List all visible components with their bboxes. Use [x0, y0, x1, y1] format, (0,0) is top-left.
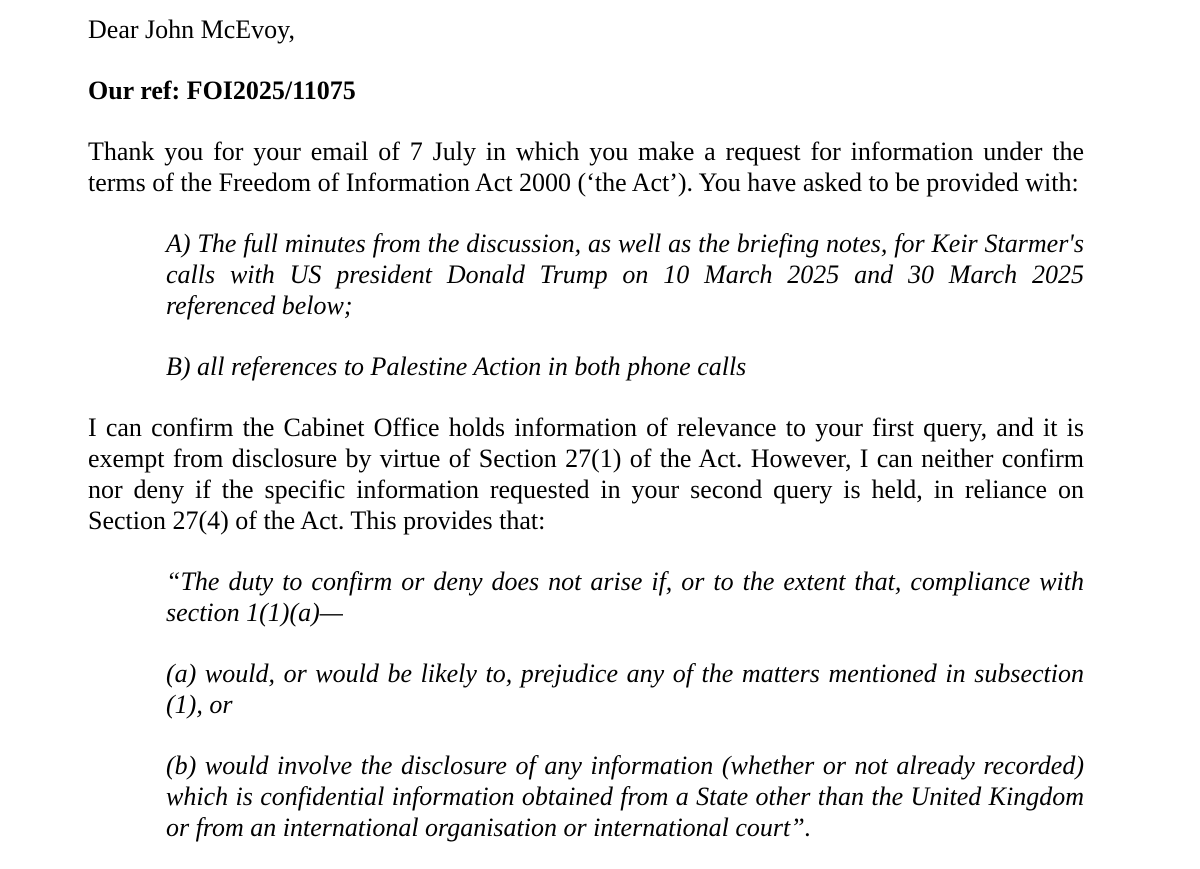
statute-quote-b: (b) would involve the disclosure of any information (whether or not already recorded) which is confidential information obtained from a State other than the United Kingdom or from an international organisation or international court”.	[166, 751, 1084, 842]
statute-quote-a: (a) would, or would be likely to, prejudice any of the matters mentioned in subsection (1), or	[166, 659, 1084, 719]
statute-quote-lead: “The duty to confirm or deny does not arise if, or to the extent that, compliance with section 1(1)(a)—	[166, 567, 1084, 627]
letter-page	[88, 14, 1084, 869]
request-item-b: B) all references to Palestine Action in both phone calls	[166, 352, 747, 381]
reference-number: Our ref: FOI2025/11075	[88, 76, 356, 105]
salutation: Dear John McEvoy,	[88, 15, 295, 44]
response-paragraph: I can confirm the Cabinet Office holds information of relevance to your first query, and it is exempt from disclosure by virtue of Section 27(1) of the Act. However, I can neither confirm nor deny if the specific information requested in your second query is held, in reliance on Section 27(4) of the Act. This provides that:	[88, 413, 1084, 535]
intro-paragraph: Thank you for your email of 7 July in which you make a request for information under the terms of the Freedom of Information Act 2000 (‘the Act’). You have asked to be provided with:	[88, 137, 1084, 197]
request-item-a: A) The full minutes from the discussion, as well as the briefing notes, for Keir Starmer's calls with US president Donald Trump on 10 March 2025 and 30 March 2025 referenced below;	[166, 229, 1084, 320]
